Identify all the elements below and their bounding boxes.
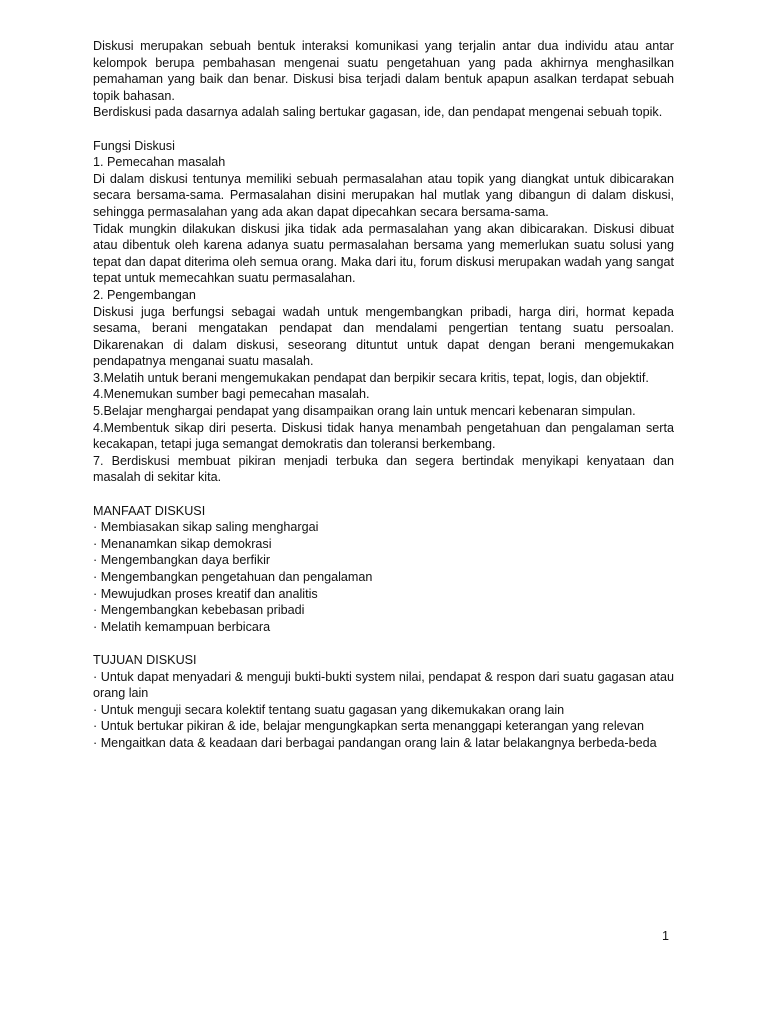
document-body xyxy=(93,38,674,752)
tujuan-item: · Mengaitkan data & keadaan dari berbagai pandangan orang lain & latar belakangnya berbeda-beda xyxy=(93,735,657,750)
tujuan-item: · Untuk menguji secara kolektif tentang suatu gagasan yang dikemukakan orang lain xyxy=(93,702,565,717)
fungsi-item: 5.Belajar menghargai pendapat yang disampaikan orang lain untuk mencari kebenaran simpulan. xyxy=(93,404,636,419)
manfaat-heading: MANFAAT DISKUSI xyxy=(93,503,206,518)
tujuan-item: · Untuk dapat menyadari & menguji bukti-bukti system nilai, pendapat & respon dari suatu gagasan atau orang lain xyxy=(93,669,674,701)
intro-paragraph-1: Diskusi merupakan sebuah bentuk interaksi komunikasi yang terjalin antar dua individu atau antar kelompok berupa pembahasan mengenai suatu pengetahuan yang pada akhirnya menghasilkan pemahaman yang baik dan benar. Diskusi bisa terjadi dalam bentuk apapun asalkan terdapat sebuah topik bahasan. xyxy=(93,39,674,103)
manfaat-item: · Mengembangkan pengetahuan dan pengalaman xyxy=(93,570,373,584)
tujuan-heading: TUJUAN DISKUSI xyxy=(93,652,197,667)
fungsi-heading: Fungsi Diskusi xyxy=(93,138,175,153)
manfaat-item: · Membiasakan sikap saling menghargai xyxy=(93,520,319,535)
fungsi-item: 4.Menemukan sumber bagi pemecahan masalah. xyxy=(93,387,370,402)
manfaat-item: · Menanamkan sikap demokrasi xyxy=(93,536,272,551)
spacer xyxy=(93,121,674,138)
tujuan-item: · Untuk bertukar pikiran & ide, belajar mengungkapkan serta menanggapi keterangan yang relevan xyxy=(93,719,644,734)
manfaat-item: · Melatih kemampuan berbicara xyxy=(93,619,271,634)
page-number: 1 xyxy=(662,929,670,943)
fungsi-item: 7. Berdiskusi membuat pikiran menjadi terbuka dan segera bertindak menyikapi kenyataan dan masalah di sekitar kita. xyxy=(93,453,674,485)
fungsi-point-1-body-1: Di dalam diskusi tentunya memiliki sebuah permasalahan atau topik yang diangkat untuk dibicarakan secara bersama-sama. Permasalahan disini merupakan hal mutlak yang dibangun di dalam diskusi, sehingga permasalahan yang ada akan dapat dipecahkan secara bersama-sama. xyxy=(93,171,674,219)
spacer xyxy=(93,635,674,652)
fungsi-point-1-body-2: Tidak mungkin dilakukan diskusi jika tidak ada permasalahan yang akan dibicarakan. Diskusi dibuat atau dibentuk oleh karena adanya suatu permasalahan bersama yang memerlukan suatu solusi yang tepat dan dapat diterima oleh semua orang. Maka dari itu, forum diskusi merupakan wadah yang sangat tepat untuk memecahkan suatu permasalahan. xyxy=(93,221,674,286)
intro-paragraph-2: Berdiskusi pada dasarnya adalah saling bertukar gagasan, ide, dan pendapat mengenai sebuah topik. xyxy=(93,105,663,120)
spacer xyxy=(93,486,674,503)
manfaat-item: · Mengembangkan kebebasan pribadi xyxy=(93,603,305,618)
fungsi-item: 3.Melatih untuk berani mengemukakan pendapat dan berpikir secara kritis, tepat, logis, dan objektif. xyxy=(93,370,649,385)
fungsi-point-2-body: Diskusi juga berfungsi sebagai wadah untuk mengembangkan pribadi, harga diri, hormat kepada sesama, berani mengatakan pendapat dan mendalami pengertian tentang suatu persoalan. Dikarenakan di dalam diskusi, seseorang dituntut untuk dapat dengan berani mengemukakan pendapatnya menganai suatu masalah. xyxy=(93,304,674,369)
manfaat-item: · Mewujudkan proses kreatif dan analitis xyxy=(93,586,318,601)
fungsi-item: 4.Membentuk sikap diri peserta. Diskusi tidak hanya menambah pengetahuan dan pengalaman serta kecakapan, tetapi juga semangat demokratis dan toleransi berkembang. xyxy=(93,420,674,452)
manfaat-item: · Mengembangkan daya berfikir xyxy=(93,553,271,568)
fungsi-point-2-title: 2. Pengembangan xyxy=(93,287,196,302)
fungsi-point-1-title: 1. Pemecahan masalah xyxy=(93,155,226,170)
